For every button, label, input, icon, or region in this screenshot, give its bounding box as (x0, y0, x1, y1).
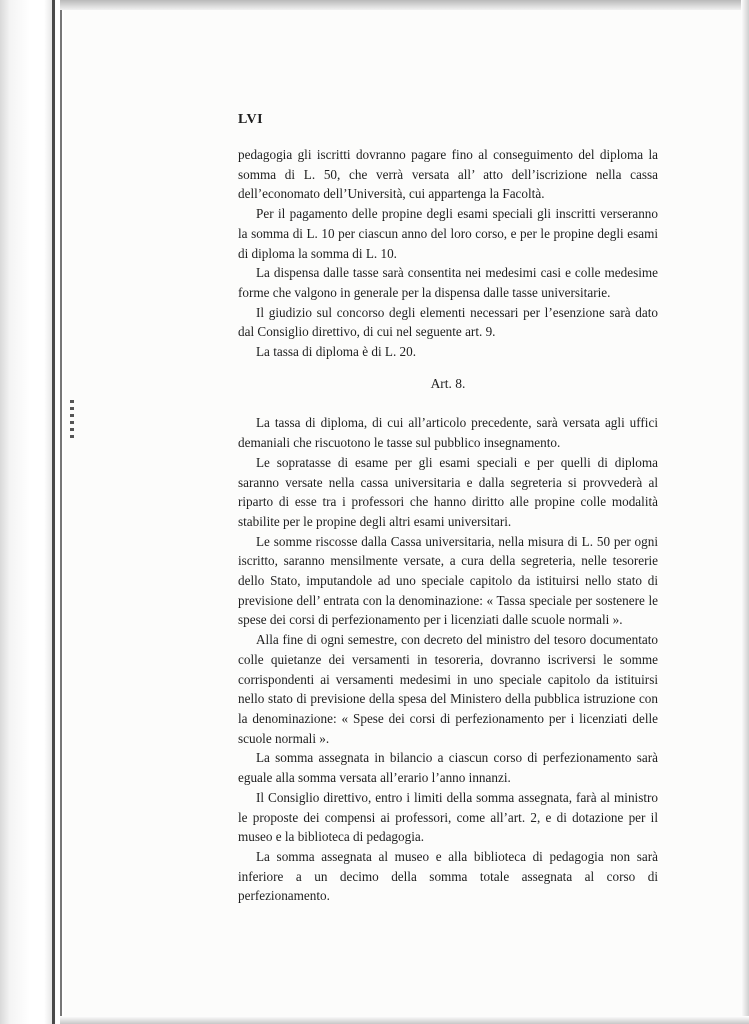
page-bottom-edge (60, 1016, 749, 1024)
article-heading: Art. 8. (430, 375, 466, 391)
paragraph: Il giudizio sul concorso degli elementi necessari per l’esenzione sarà dato dal Consiglio direttivo, di cui nel seguente art. 9. (238, 304, 658, 340)
page-right-edge (741, 0, 749, 1024)
paragraph: La tassa di diploma, di cui all’articolo precedente, sarà versata agli uffici demaniali che riscuotono le tasse sul pubblico insegnamento. (238, 415, 658, 451)
paragraph: Alla fine di ogni semestre, con decreto del ministro del tesoro documentato colle quietanze dei versamenti in tesoreria, dovranno iscriversi le somme corrispondenti ai versamenti medesimi in uno speciale capitolo da istituirsi nello stato di previsione della spesa del Ministero della pubblica istruzione con la denominazione: « Spese dei corsi di perfezionamento per i licenziati delle scuole normali ». (238, 632, 658, 746)
paragraph: pedagogia gli iscritti dovranno pagare fino al conseguimento del diploma la somma di L. 50, che verrà versata all’ atto dell’iscrizione nella cassa dell’economato dell’Università, cui appartenga la Facoltà. (238, 147, 658, 202)
paragraph: Il Consiglio direttivo, entro i limiti della somma assegnata, farà al ministro le proposte dei compensi ai professori, come all’art. 2, e di dotazione per il museo e la biblioteca di pedagogia. (238, 789, 658, 845)
page-top-edge (60, 0, 749, 10)
body-text (238, 145, 658, 906)
paragraph: La somma assegnata al museo e alla biblioteca di pedagogia non sarà inferiore a un decimo della somma totale assegnata al corso di perfezionamento. (238, 848, 658, 904)
paragraph: La tassa di diploma è di L. 20. (256, 344, 417, 360)
binding-fold-line-inner (60, 0, 62, 1024)
paragraph: Le sopratasse di esame per gli esami speciali e per quelli di diploma saranno versate nella cassa universitaria e dalla segreteria si provvederà al riparto di esse tra i professori che hanno diritto alle propine colle modalità stabilite per le propine degli altri esami universitari. (238, 454, 658, 529)
paragraph: La somma assegnata in bilancio a ciascun corso di perfezionamento sarà eguale alla somma versata all’erario l’anno innanzi. (238, 750, 658, 786)
paragraph: Le somme riscosse dalla Cassa universitaria, nella misura di L. 50 per ogni iscritto, saranno mensilmente versate, a cura della segreteria, nelle tesorerie dello Stato, imputandole ad uno speciale capitolo da istituirsi nello stato di previsione dell’ entrata con la denominazione: « Tassa speciale per sostenere le spese dei corsi di perfezionamento per i licenziati dalle scuole normali ». (238, 533, 658, 628)
paragraph: La dispensa dalle tasse sarà consentita nei medesimi casi e colle medesime forme che valgono in generale per la dispensa dalle tasse universitarie. (238, 265, 658, 300)
margin-marks (70, 400, 74, 440)
paragraph: Per il pagamento delle propine degli esami speciali gli inscritti verseranno la somma di L. 10 per ciascun anno del loro corso, e per le propine degli esami di diploma la somma di L. 10. (238, 206, 658, 261)
page-number: LVI (238, 112, 264, 127)
binding-fold-line (52, 0, 55, 1024)
